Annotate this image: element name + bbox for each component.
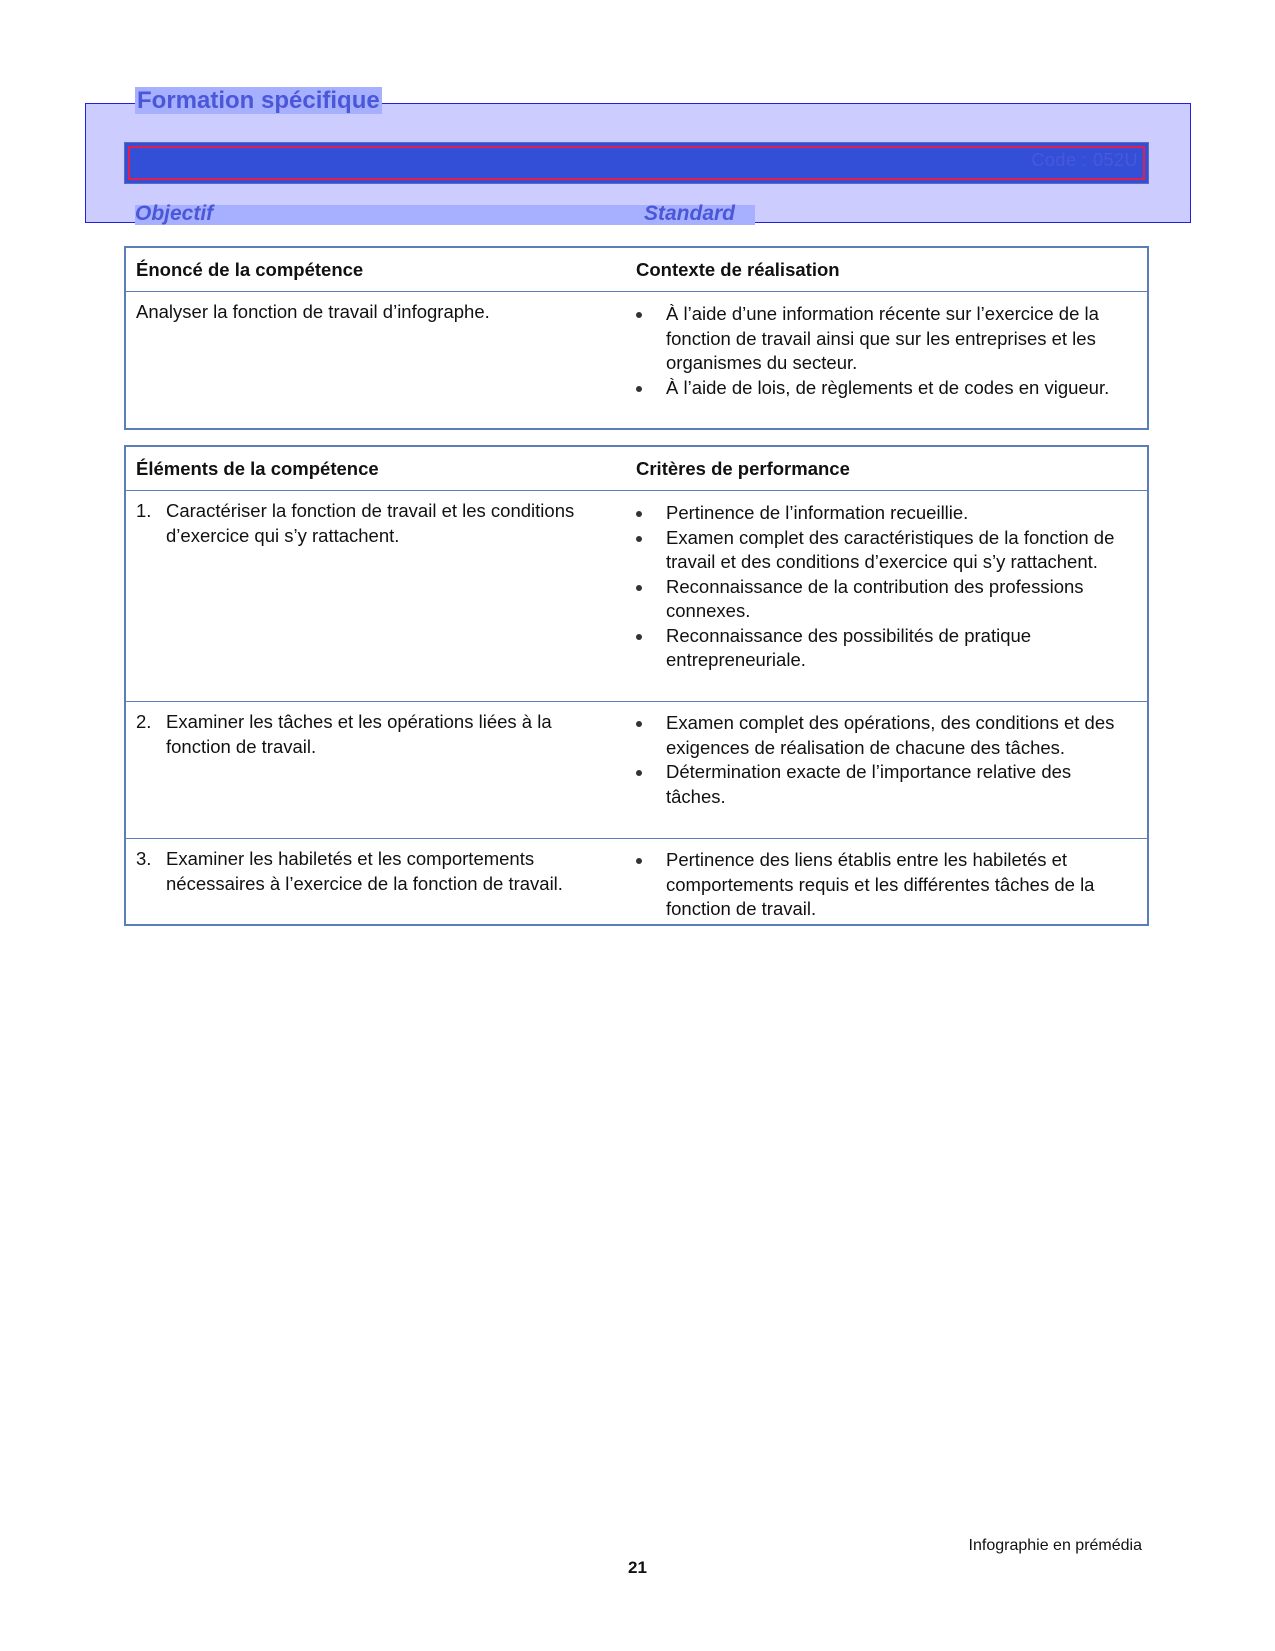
list-item — [636, 760, 1131, 809]
element-cell — [136, 847, 606, 896]
list-item — [636, 711, 1131, 760]
enonce-table-header — [126, 248, 1147, 291]
objectif-heading: Objectif — [135, 202, 214, 225]
section-title: Formation spécifique — [137, 87, 380, 114]
element-text: Examiner les tâches et les opérations liées à la fonction de travail. — [166, 711, 552, 757]
enonce-header: Énoncé de la compétence — [136, 259, 364, 280]
list-item — [636, 302, 1131, 376]
element-text: Caractériser la fonction de travail et les conditions d’exercice qui s’y rattachent. — [166, 500, 575, 546]
contexte-item: À l’aide d’une information récente sur l’exercice de la fonction de travail ainsi que sur les entreprises et les organismes du secteur. — [666, 303, 1099, 373]
element-number: 3. — [136, 848, 152, 869]
contexte-list — [636, 302, 1131, 400]
bullet-icon — [636, 585, 642, 591]
elements-header: Éléments de la compétence — [136, 458, 379, 479]
elements-table — [124, 445, 1149, 926]
list-item — [636, 526, 1131, 575]
list-item — [636, 624, 1131, 673]
enonce-text: Analyser la fonction de travail d’infographe. — [136, 301, 490, 322]
footer-program: Infographie en prémédia — [968, 1537, 1142, 1554]
element-number: 2. — [136, 711, 152, 732]
critere-item: Reconnaissance de la contribution des professions connexes. — [666, 575, 1084, 621]
table-row — [126, 838, 1147, 924]
code-bar — [124, 142, 1149, 184]
bullet-icon — [636, 858, 642, 864]
bullet-icon — [636, 536, 642, 542]
page-number: 21 — [628, 1558, 647, 1577]
element-cell — [136, 710, 606, 759]
code-bar-frame — [128, 146, 1145, 180]
element-text: Examiner les habiletés et les comportements nécessaires à l’exercice de la fonction de travail. — [166, 848, 563, 894]
critere-item: Reconnaissance des possibilités de pratique entrepreneuriale. — [666, 624, 1032, 670]
critere-item: Détermination exacte de l’importance relative des tâches. — [666, 761, 1072, 807]
contexte-cell — [636, 302, 1131, 400]
bullet-icon — [636, 770, 642, 776]
enonce-table — [124, 246, 1149, 430]
criteres-list — [636, 848, 1131, 922]
bullet-icon — [636, 721, 642, 727]
list-item — [636, 575, 1131, 624]
criteres-cell — [636, 711, 1131, 809]
critere-item: Examen complet des opérations, des conditions et des exigences de réalisation de chacune des tâches. — [666, 712, 1115, 758]
criteres-header: Critères de performance — [636, 458, 850, 479]
critere-item: Pertinence de l’information recueillie. — [666, 502, 969, 523]
element-item — [136, 499, 606, 548]
element-cell — [136, 499, 606, 548]
element-item — [136, 847, 606, 896]
elements-table-header — [126, 447, 1147, 490]
critere-item: Pertinence des liens établis entre les habiletés et comportements requis et les différentes tâches de la fonction de travail. — [666, 849, 1095, 919]
criteres-list — [636, 501, 1131, 673]
enonce-row — [126, 291, 1147, 427]
bullet-icon — [636, 634, 642, 640]
bullet-icon — [636, 511, 642, 517]
bullet-icon — [636, 312, 642, 318]
table-row — [126, 490, 1147, 701]
list-item — [636, 848, 1131, 922]
contexte-header: Contexte de réalisation — [636, 259, 840, 280]
element-number: 1. — [136, 500, 152, 521]
criteres-cell — [636, 848, 1131, 922]
competency-code: Code : 052U — [1031, 150, 1138, 170]
bullet-icon — [636, 386, 642, 392]
list-item — [636, 376, 1131, 401]
element-item — [136, 710, 606, 759]
criteres-list — [636, 711, 1131, 809]
contexte-item: À l’aide de lois, de règlements et de codes en vigueur. — [666, 376, 1110, 398]
critere-item: Examen complet des caractéristiques de la fonction de travail et des conditions d’exercice qui s’y rattachent. — [666, 526, 1115, 572]
table-row — [126, 701, 1147, 838]
criteres-cell — [636, 501, 1131, 673]
standard-heading: Standard — [644, 202, 736, 225]
list-item — [636, 501, 1131, 526]
